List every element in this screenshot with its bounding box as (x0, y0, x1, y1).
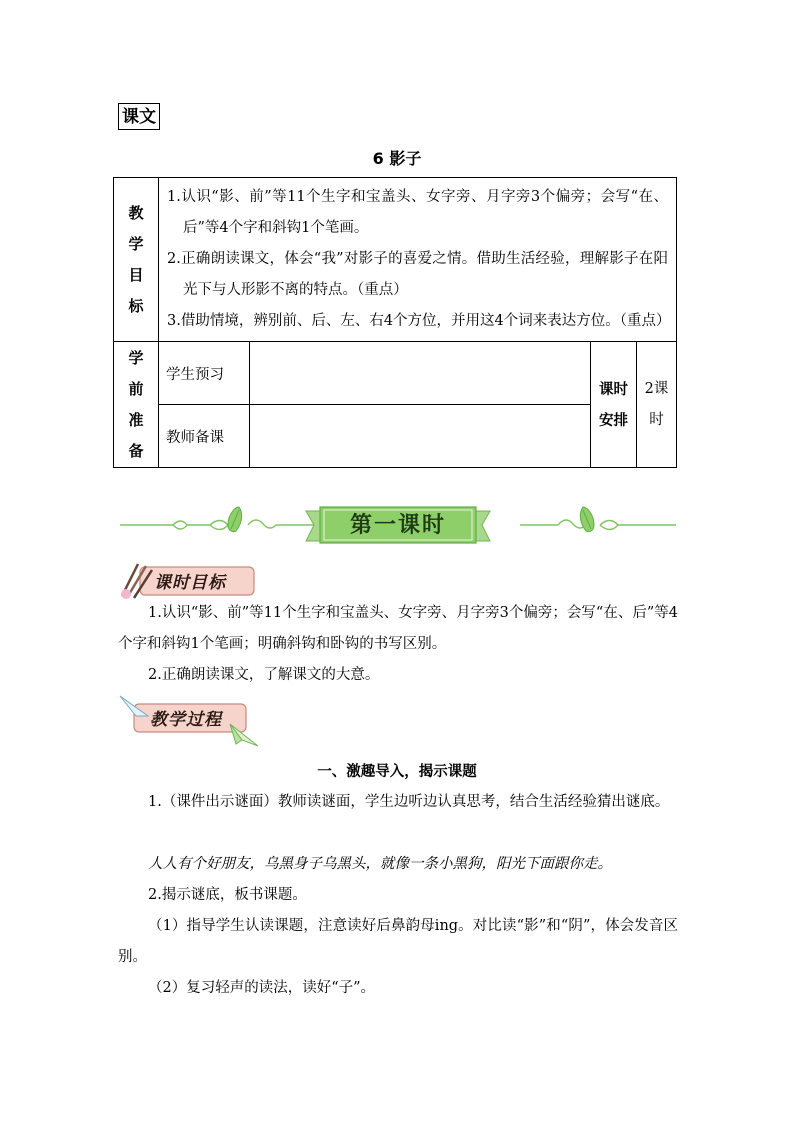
section-label: 课文 (118, 103, 160, 130)
goal-item: 2.正确朗读课文，体会“我”对影子的喜爱之情。借助生活经验，理解影子在阳光下与人形影不离的特点。（重点） (167, 251, 668, 298)
process-paragraph: 1.（课件出示谜面）教师读谜面，学生边听边认真思考，结合生活经验猜出谜底。 (148, 794, 670, 810)
prep-row (114, 342, 677, 405)
student-prep-cell (250, 342, 591, 405)
time-label: 课时 安排 (591, 342, 637, 468)
lesson-banner (118, 503, 678, 548)
lesson-plan-table (113, 177, 677, 468)
student-prep-label: 学生预习 (159, 342, 250, 405)
banner-title: 第一课时 (349, 512, 446, 538)
lesson-goal-1: 1.认识“影、前”等11个生字和宝盖头、女字旁、月字旁3个偏旁；会写“在、后”等4个字和斜钩1个笔画；明确斜钩和卧钩的书写区别。 (118, 605, 678, 652)
lesson-goals-badge: 课时目标 (118, 562, 258, 598)
process-paragraph: （1）指导学生认读课题，注意读好后鼻韵母ing。对比读“影”和“阴”，体会发音区别。 (118, 918, 678, 965)
teacher-prep-label: 教师备课 (159, 405, 250, 468)
goals-row (114, 178, 677, 342)
goals-cell (159, 178, 677, 342)
process-paragraph: 2.揭示谜底，板书课题。 (148, 887, 307, 903)
riddle-text: 人人有个好朋友，乌黑身子乌黑头，就像一条小黑狗，阳光下面跟你走。 (148, 856, 612, 872)
process-paragraph: （2）复习轻声的读法，读好“子”。 (148, 980, 376, 996)
goals-header: 教 学 目 标 (114, 178, 159, 342)
prep-header: 学 前 准 备 (114, 342, 159, 468)
goal-item: 1.认识“影、前”等11个生字和宝盖头、女字旁、月字旁3个偏旁；会写“在、后”等4个字和斜钩1个笔画。 (167, 189, 668, 236)
lesson-title: 6 影子 (372, 149, 422, 168)
teacher-prep-cell (250, 405, 591, 468)
teaching-process-badge: 教学过程 (118, 694, 263, 748)
lesson-goal-2: 2.正确朗读课文，了解课文的大意。 (148, 667, 380, 683)
goal-item: 3.借助情境，辨别前、后、左、右4个方位，并用这4个词来表达方位。（重点） (167, 313, 671, 329)
time-value: 2课 时 (637, 342, 677, 468)
step1-heading: 一、激趣导入，揭示课题 (317, 763, 477, 780)
